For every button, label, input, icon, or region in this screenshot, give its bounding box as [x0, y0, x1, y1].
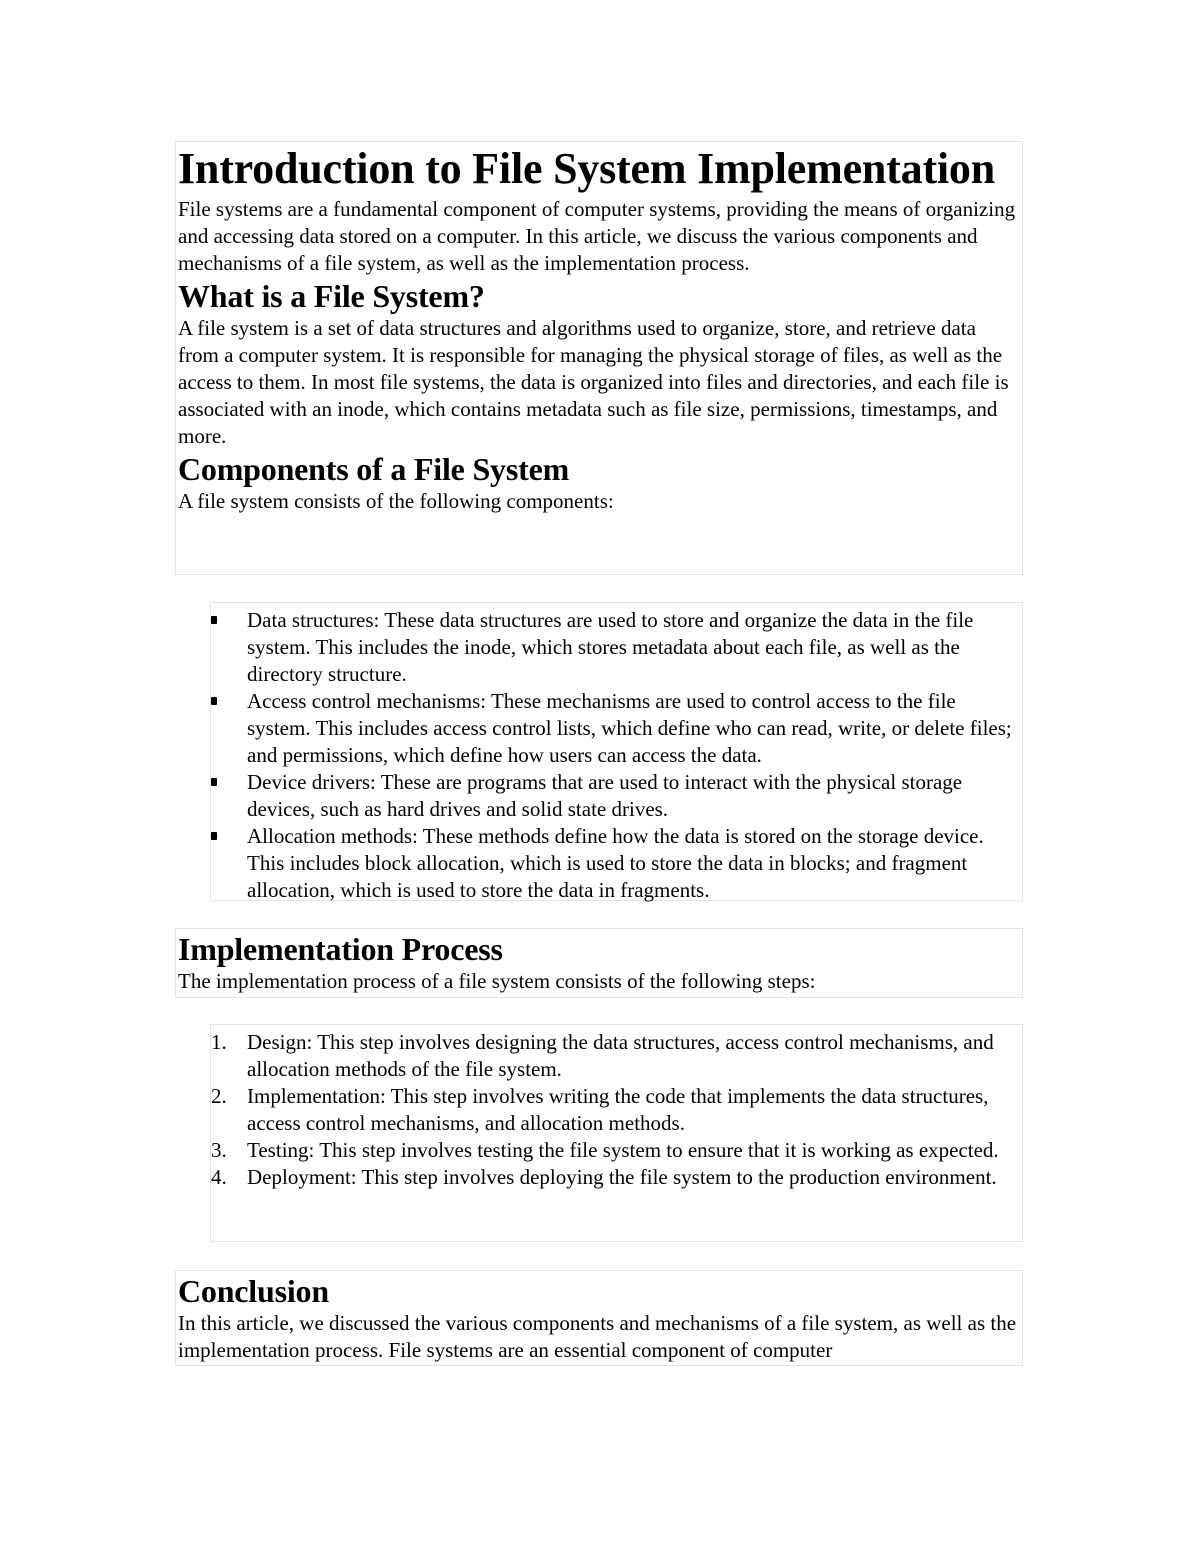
- step-number: 1.: [211, 1030, 227, 1054]
- list-item-text: Design: This step involves designing the data structures, access control mechanisms, and allocation methods of the file system.: [247, 1030, 994, 1081]
- list-item: [211, 1164, 1022, 1191]
- components-list: [211, 603, 1022, 904]
- components-list-section: [210, 602, 1023, 901]
- step-number: 4.: [211, 1165, 227, 1189]
- steps-list-section: [210, 1024, 1023, 1242]
- intro-section: [175, 141, 1023, 575]
- conclusion-heading: Conclusion: [178, 1273, 329, 1309]
- list-item: [211, 769, 1022, 823]
- list-item: [211, 823, 1022, 904]
- implementation-section: [175, 928, 1023, 998]
- list-item: [211, 1029, 1022, 1083]
- components-intro: A file system consists of the following components:: [178, 489, 614, 513]
- list-item-text: Testing: This step involves testing the file system to ensure that it is working as expected.: [247, 1138, 999, 1162]
- bullet-icon: [211, 778, 217, 786]
- step-number: 3.: [211, 1138, 227, 1162]
- conclusion-paragraph: In this article, we discussed the various components and mechanisms of a file system, as well as the implementation process. File systems are an essential component of computer: [178, 1311, 1017, 1362]
- implementation-heading: Implementation Process: [178, 931, 503, 967]
- list-item-text: Deployment: This step involves deploying the file system to the production environment.: [247, 1165, 997, 1189]
- list-item-text: Implementation: This step involves writing the code that implements the data structures, access control mechanisms, and allocation methods.: [247, 1084, 989, 1135]
- list-item: [211, 1137, 1022, 1164]
- intro-paragraph: File systems are a fundamental component of computer systems, providing the means of organizing and accessing data stored on a computer. In this article, we discuss the various components and mechanisms of a file system, as well as the implementation process.: [178, 197, 1016, 275]
- bullet-icon: [211, 697, 217, 705]
- step-number: 2.: [211, 1084, 227, 1108]
- list-item-text: Data structures: These data structures are used to store and organize the data in the file system. This includes the inode, which stores metadata about each file, as well as the directory structure.: [247, 608, 974, 686]
- bullet-icon: [211, 832, 217, 840]
- conclusion-section: [175, 1270, 1023, 1366]
- what-is-heading: What is a File System?: [178, 278, 485, 314]
- list-item: [211, 688, 1022, 769]
- what-is-paragraph: A file system is a set of data structures and algorithms used to organize, store, and retrieve data from a computer system. It is responsible for managing the physical storage of files, as well as the access to them. In most file systems, the data is organized into files and directories, and each file is associated with an inode, which contains metadata such as file size, permissions, timestamps, and more.: [178, 316, 1009, 448]
- list-item-text: Allocation methods: These methods define how the data is stored on the storage device. This includes block allocation, which is used to store the data in blocks; and fragment allocation, which is used to store the data in fragments.: [247, 824, 984, 902]
- bullet-icon: [211, 616, 217, 624]
- page-title: Introduction to File System Implementation: [178, 144, 995, 193]
- list-item: [211, 1083, 1022, 1137]
- implementation-intro: The implementation process of a file system consists of the following steps:: [178, 969, 816, 993]
- steps-list: [211, 1025, 1022, 1191]
- components-heading: Components of a File System: [178, 451, 570, 487]
- list-item: [211, 607, 1022, 688]
- list-item-text: Device drivers: These are programs that are used to interact with the physical storage devices, such as hard drives and solid state drives.: [247, 770, 963, 821]
- list-item-text: Access control mechanisms: These mechanisms are used to control access to the file system. This includes access control lists, which define who can read, write, or delete files; and permissions, which define how users can access the data.: [247, 689, 1012, 767]
